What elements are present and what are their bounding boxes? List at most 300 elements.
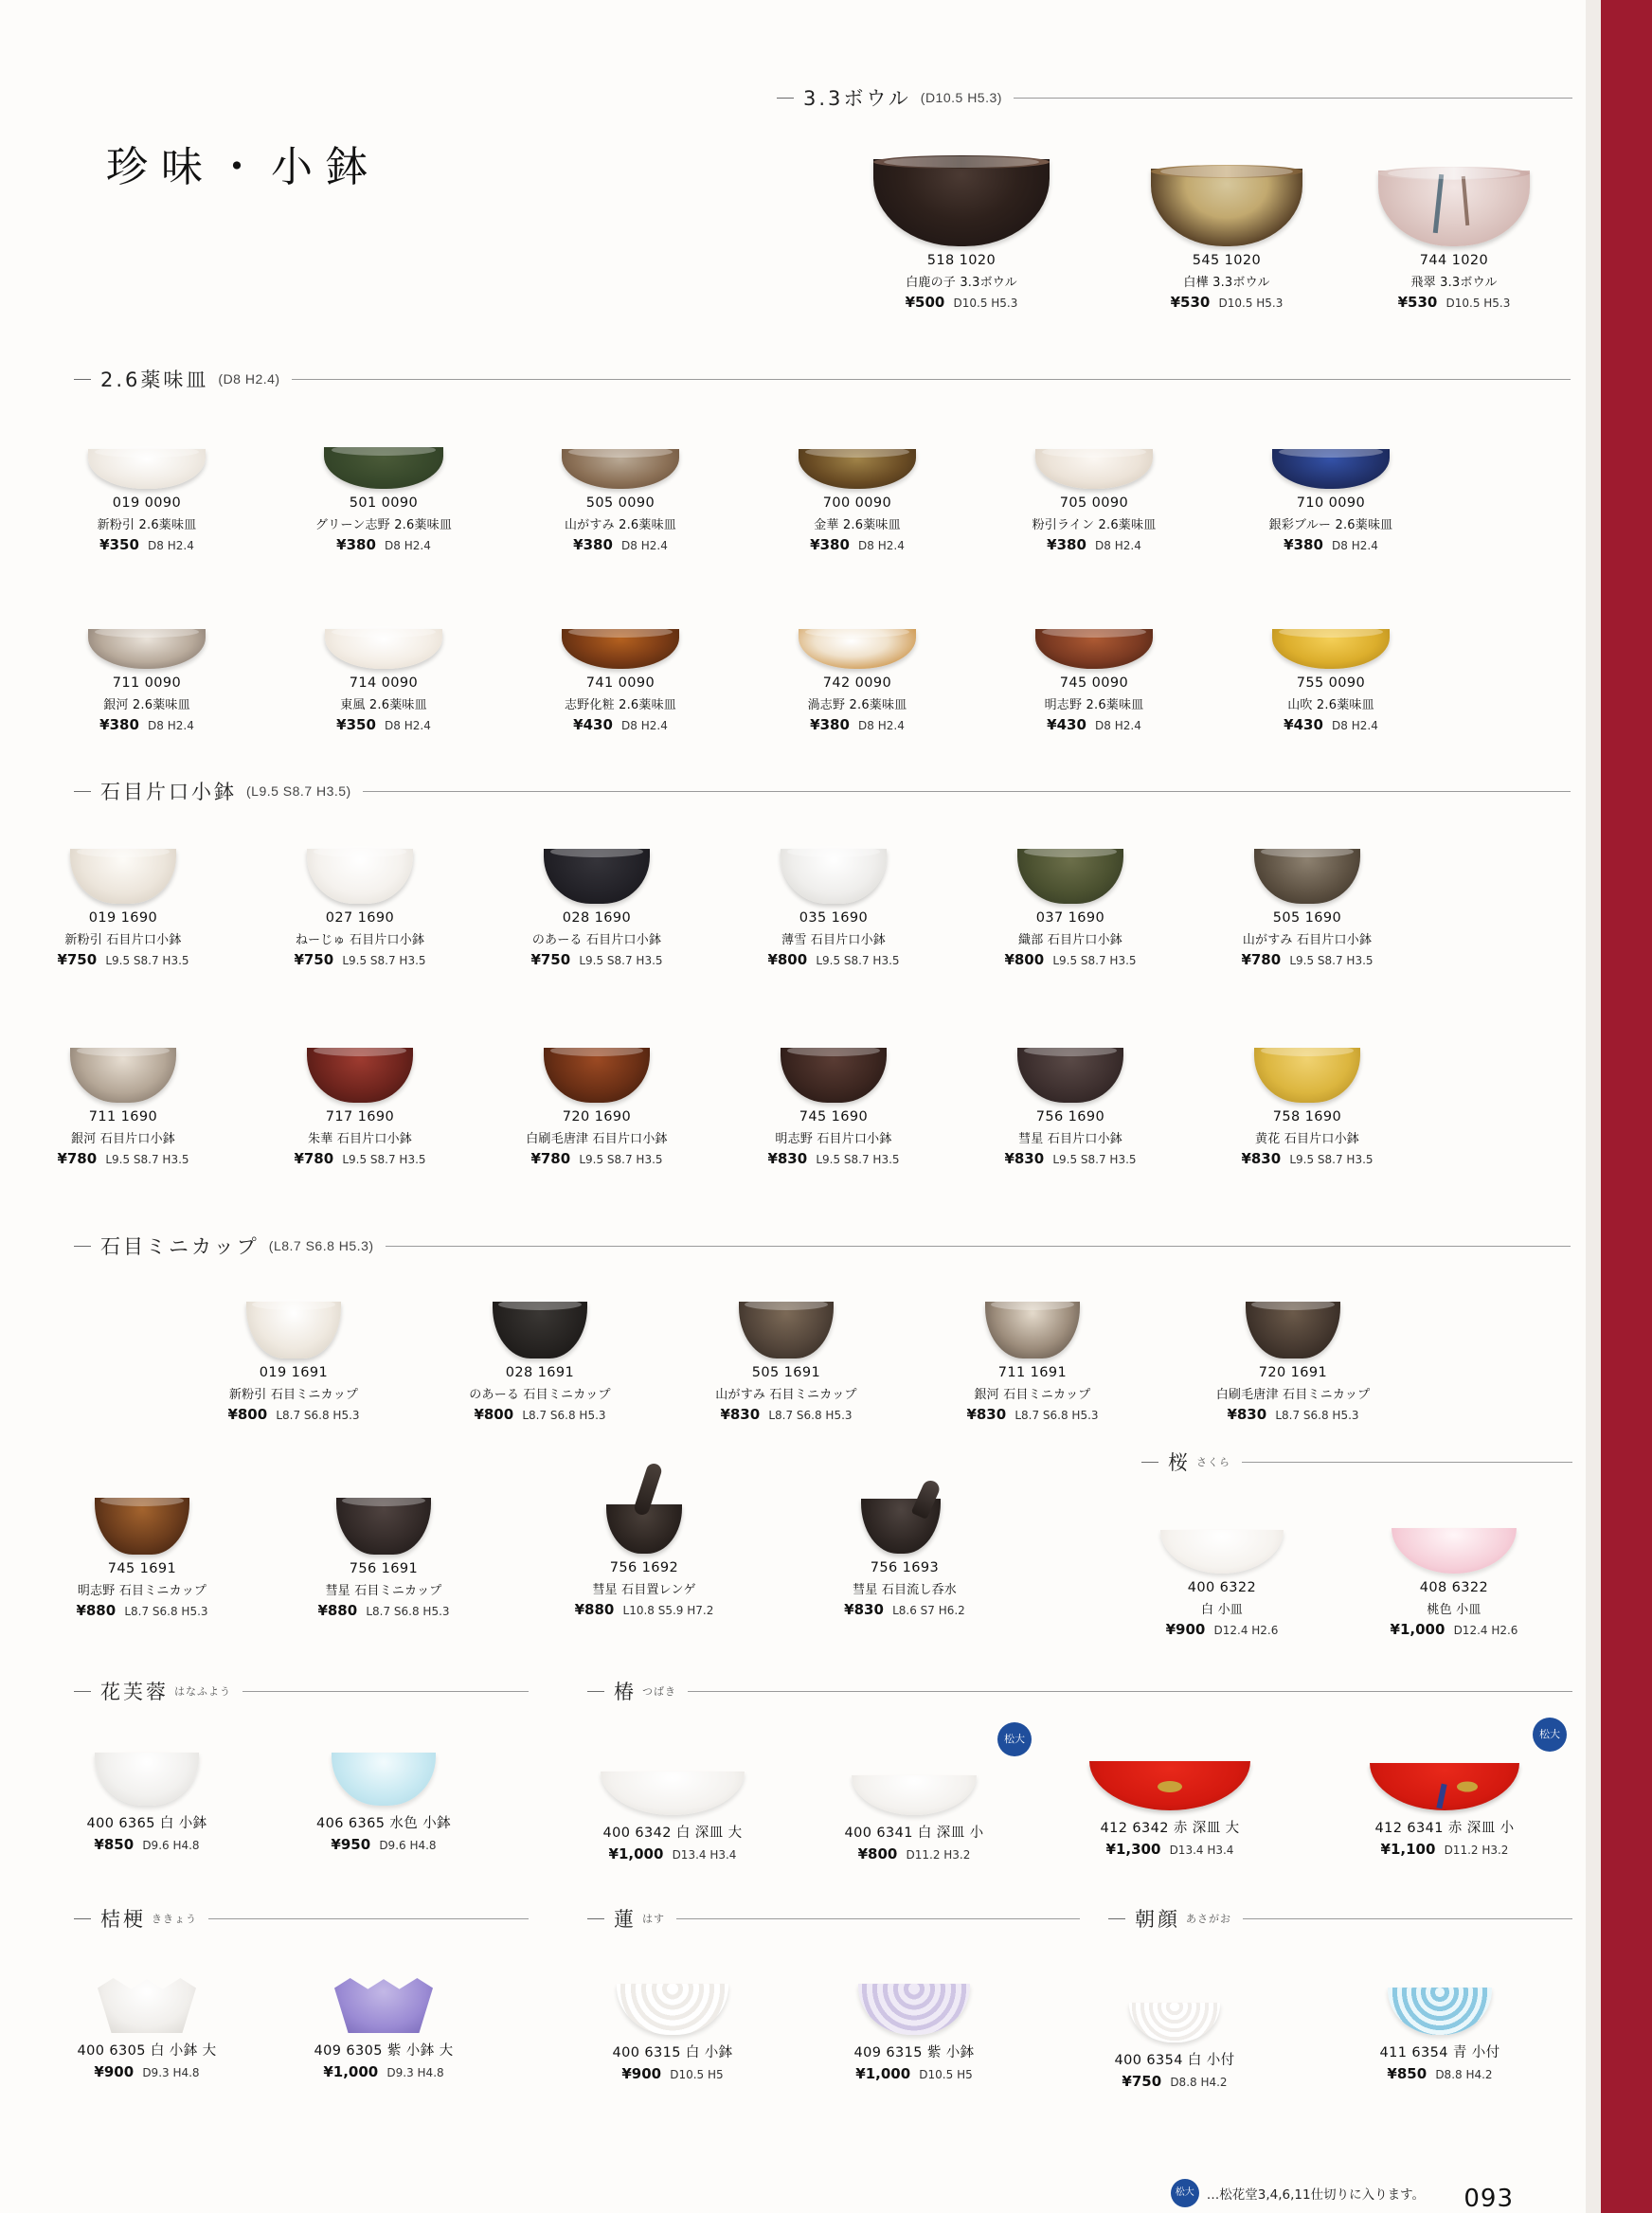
matsu-dai-badge-footer: 松大	[1171, 2179, 1199, 2207]
product-name: 桃色 小皿	[1427, 1603, 1481, 1617]
rule-left	[587, 1918, 604, 1919]
product-price-line	[677, 1406, 895, 1423]
product-price-line	[1061, 2073, 1288, 2090]
product-image	[677, 1277, 895, 1358]
product-image	[1113, 1492, 1331, 1574]
product-cell[interactable]	[270, 1021, 450, 1167]
product-code: 745 0090	[1059, 675, 1129, 691]
product-cell[interactable]	[1326, 1953, 1553, 2082]
section-header-bowl33	[777, 83, 1572, 112]
product-price: ¥350	[336, 716, 376, 733]
product-code: 700 0090	[822, 495, 892, 511]
product-name: 山吹 2.6薬味皿	[1287, 698, 1374, 712]
product-cell[interactable]	[1113, 1492, 1331, 1638]
product-image	[38, 1952, 256, 2033]
product-dims: D8 H2.4	[1095, 539, 1141, 552]
product-code: 710 0090	[1296, 495, 1366, 511]
product-name: 東風 2.6薬味皿	[340, 698, 427, 712]
section-ruby: はす	[642, 1914, 665, 1925]
product-dims: D11.2 H3.2	[906, 1848, 971, 1862]
product-dims: L9.5 S8.7 H3.5	[1052, 954, 1137, 967]
section-title: 石目ミニカップ	[100, 1235, 260, 1258]
product-cell[interactable]	[530, 407, 710, 553]
product-price: ¥830	[966, 1406, 1007, 1423]
product-image	[530, 407, 710, 489]
section-header-hanafuyou	[74, 1677, 529, 1705]
product-dims: L9.5 S8.7 H3.5	[816, 954, 900, 967]
product-cell[interactable]	[185, 1277, 403, 1423]
product-code: 505 1691	[751, 1365, 821, 1380]
product-cell[interactable]	[38, 1724, 256, 1853]
product-dims: L9.5 S8.7 H3.5	[1289, 1153, 1374, 1166]
product-code: 019 0090	[112, 495, 182, 511]
product-image	[270, 1021, 450, 1103]
section-title: 花芙蓉	[100, 1681, 169, 1703]
product-code: 408 6322	[1419, 1580, 1489, 1595]
product-code: 412 6341 赤 深皿 小	[1374, 1821, 1515, 1836]
rule-left	[74, 379, 91, 380]
product-dims: D10.5 H5	[670, 2068, 724, 2081]
product-price: ¥800	[767, 951, 808, 968]
product-code: 720 1691	[1258, 1365, 1328, 1380]
product-cell[interactable]	[275, 1473, 493, 1619]
product-name: 織部 石目片口小鉢	[1018, 933, 1122, 947]
product-name: 彗星 石目流し呑水	[853, 1583, 957, 1597]
product-cell[interactable]	[767, 407, 947, 553]
product-image	[185, 1277, 403, 1358]
product-price-line	[800, 2065, 1028, 2082]
product-cell[interactable]	[677, 1277, 895, 1423]
product-image	[57, 587, 237, 669]
product-price: ¥830	[1004, 1150, 1045, 1167]
product-cell[interactable]	[559, 1953, 786, 2082]
product-cell[interactable]	[1241, 407, 1421, 553]
product-image	[980, 1021, 1160, 1103]
product-name: 白刷毛唐津 石目ミニカップ	[1215, 1388, 1371, 1402]
product-price-line	[294, 716, 474, 733]
section-title: 3.3ボウル	[803, 87, 911, 110]
product-name: 新粉引 石目片口小鉢	[64, 933, 182, 947]
product-cell[interactable]	[33, 1473, 251, 1619]
product-image	[1108, 133, 1345, 246]
product-price-line	[744, 951, 924, 968]
section-title: 蓮	[614, 1908, 637, 1931]
product-image	[767, 407, 947, 489]
product-code: 400 6341 白 深皿 小	[844, 1826, 984, 1841]
product-dims: D9.6 H4.8	[142, 1839, 200, 1852]
rule-left	[74, 1246, 91, 1247]
product-cell[interactable]	[800, 1953, 1028, 2082]
product-price: ¥830	[844, 1601, 884, 1618]
product-name: 山がすみ 2.6薬味皿	[564, 518, 676, 532]
product-price-line	[33, 1150, 213, 1167]
product-cell[interactable]	[535, 1459, 753, 1618]
product-price-line	[431, 1406, 649, 1423]
product-price: ¥800	[1004, 951, 1045, 968]
product-price-line	[1326, 1841, 1563, 1858]
product-code: 745 1691	[107, 1561, 177, 1576]
product-dims: L8.7 S6.8 H5.3	[124, 1605, 208, 1618]
product-image	[294, 587, 474, 669]
footer-note	[1171, 2179, 1425, 2207]
product-name: 明志野 2.6薬味皿	[1044, 698, 1144, 712]
product-dims: L8.7 S6.8 H5.3	[1275, 1409, 1359, 1422]
product-code: 711 1691	[997, 1365, 1068, 1380]
product-code: 411 6354 青 小付	[1379, 2045, 1500, 2060]
product-price-line	[1170, 1406, 1416, 1423]
product-cell[interactable]	[1108, 133, 1345, 311]
product-image	[744, 822, 924, 904]
section-spec: (D8 H2.4)	[218, 371, 280, 387]
rule-left	[777, 98, 794, 99]
product-cell[interactable]	[57, 407, 237, 553]
product-price-line	[1113, 1621, 1331, 1638]
product-name: 志野化粧 2.6薬味皿	[564, 698, 676, 712]
product-price: ¥950	[331, 1836, 371, 1853]
product-image	[530, 587, 710, 669]
product-cell[interactable]	[1004, 587, 1184, 733]
product-code: 714 0090	[349, 675, 419, 691]
product-name: 新粉引 石目ミニカップ	[228, 1388, 359, 1402]
product-code: 744 1020	[1419, 253, 1489, 268]
product-image	[1326, 1953, 1553, 2035]
product-price: ¥1,000	[1390, 1621, 1446, 1638]
product-cell[interactable]	[1241, 587, 1421, 733]
product-code: 028 1691	[505, 1365, 575, 1380]
section-ruby: さくら	[1196, 1457, 1230, 1468]
product-price-line	[185, 1406, 403, 1423]
bowl-rim	[873, 155, 1050, 169]
product-price: ¥880	[574, 1601, 615, 1618]
product-cell[interactable]	[1217, 822, 1397, 968]
product-price-line	[1004, 536, 1184, 553]
rule-left	[74, 1691, 91, 1692]
product-price-line	[1336, 294, 1572, 311]
product-price-line	[1004, 716, 1184, 733]
product-price: ¥830	[720, 1406, 761, 1423]
product-code: 711 1690	[88, 1109, 158, 1124]
product-dims: D10.5 H5	[919, 2068, 973, 2081]
product-cell[interactable]	[1170, 1277, 1416, 1423]
product-name: 彗星 石目ミニカップ	[325, 1584, 442, 1598]
product-price-line	[270, 951, 450, 968]
product-image	[507, 822, 687, 904]
product-code: 409 6315 紫 小鉢	[853, 2045, 975, 2060]
product-dims: L8.7 S6.8 H5.3	[522, 1409, 606, 1422]
footer-note-text: …松花堂3,4,6,11仕切りに入ります。	[1206, 2187, 1425, 2203]
product-image	[800, 1734, 1028, 1815]
product-cell[interactable]	[1061, 1961, 1288, 2090]
product-price-line	[980, 1150, 1160, 1167]
rule-right	[1242, 1462, 1572, 1463]
product-dims: D8 H2.4	[148, 539, 194, 552]
product-price-line	[270, 1150, 450, 1167]
product-price-line	[1108, 294, 1345, 311]
product-code: 756 1691	[349, 1561, 419, 1576]
product-name: 金華 2.6薬味皿	[814, 518, 901, 532]
product-cell[interactable]	[530, 587, 710, 733]
rule-left	[74, 1918, 91, 1919]
product-name: グリーン志野 2.6薬味皿	[314, 518, 453, 532]
section-header-ishime-minicup	[74, 1232, 1571, 1260]
product-price-line	[767, 716, 947, 733]
product-name: 薄雪 石目片口小鉢	[781, 933, 886, 947]
product-image	[796, 1466, 1014, 1554]
product-cell[interactable]	[275, 1724, 493, 1853]
product-dims: D13.4 H3.4	[672, 1848, 737, 1862]
product-price-line	[796, 1601, 1014, 1618]
product-image	[1241, 407, 1421, 489]
product-image	[431, 1277, 649, 1358]
product-price: ¥900	[621, 2065, 662, 2082]
product-price: ¥1,000	[855, 2065, 911, 2082]
product-price-line	[275, 1836, 493, 1853]
product-cell[interactable]	[57, 587, 237, 733]
product-price-line	[507, 951, 687, 968]
product-price-line	[559, 1845, 786, 1862]
product-price-line	[57, 716, 237, 733]
section-header-ishime-katakuchi	[74, 777, 1571, 805]
section-ruby: あさがお	[1186, 1914, 1231, 1925]
product-code: 705 0090	[1059, 495, 1129, 511]
product-price-line	[1241, 716, 1421, 733]
product-cell[interactable]	[507, 822, 687, 968]
product-dims: D11.2 H3.2	[1444, 1844, 1509, 1857]
product-name: 銀河 2.6薬味皿	[103, 698, 190, 712]
product-price: ¥750	[1122, 2073, 1162, 2090]
section-header-kikyou	[74, 1904, 529, 1933]
matsu-dai-badge: 松大	[997, 1722, 1032, 1756]
product-code: 409 6305 紫 小鉢 大	[314, 2043, 454, 2059]
product-dims: D8.8 H4.2	[1435, 2068, 1493, 2081]
section-title: 桔梗	[100, 1908, 146, 1931]
product-price: ¥380	[99, 716, 139, 733]
product-image	[1217, 1021, 1397, 1103]
product-dims: D8 H2.4	[1332, 719, 1378, 732]
product-price-line	[980, 951, 1160, 968]
product-dims: D12.4 H2.6	[1453, 1624, 1518, 1637]
product-cell[interactable]	[559, 1734, 786, 1862]
product-image	[33, 822, 213, 904]
product-dims: D10.5 H5.3	[1218, 297, 1284, 310]
product-cell[interactable]	[980, 822, 1160, 968]
product-code: 505 1690	[1272, 910, 1342, 926]
product-price: ¥800	[227, 1406, 268, 1423]
product-price-line	[1217, 1150, 1397, 1167]
product-code: 400 6315 白 小鉢	[612, 2045, 733, 2060]
product-price-line	[38, 1836, 256, 1853]
product-code: 755 0090	[1296, 675, 1366, 691]
product-name: 銀彩ブルー 2.6薬味皿	[1268, 518, 1393, 532]
product-price: ¥1,100	[1380, 1841, 1436, 1858]
product-name: 明志野 石目ミニカップ	[77, 1584, 207, 1598]
product-cell[interactable]	[33, 1021, 213, 1167]
product-price: ¥430	[1047, 716, 1086, 733]
product-image	[275, 1724, 493, 1806]
product-price-line	[924, 1406, 1141, 1423]
product-dims: L9.5 S8.7 H3.5	[579, 1153, 663, 1166]
product-name: 山がすみ 石目ミニカップ	[715, 1388, 857, 1402]
product-price-line	[800, 1845, 1028, 1862]
product-dims: D8 H2.4	[621, 539, 668, 552]
product-name: 白刷毛唐津 石目片口小鉢	[526, 1132, 668, 1146]
product-dims: L8.7 S6.8 H5.3	[1015, 1409, 1099, 1422]
rule-right	[676, 1918, 1080, 1919]
product-dims: L8.7 S6.8 H5.3	[366, 1605, 450, 1618]
product-price-line	[530, 536, 710, 553]
product-cell[interactable]	[800, 1734, 1028, 1862]
section-title: 朝顔	[1135, 1908, 1180, 1931]
page-edge-bar	[1601, 0, 1652, 2213]
section-title: 椿	[614, 1681, 637, 1703]
product-name: 白鹿の子 3.3ボウル	[906, 276, 1017, 290]
product-code: 720 1690	[562, 1109, 632, 1124]
product-price-line	[744, 1150, 924, 1167]
section-spec: (D10.5 H5.3)	[920, 90, 1002, 105]
product-price-line	[57, 536, 237, 553]
product-code: 501 0090	[349, 495, 419, 511]
product-image	[507, 1021, 687, 1103]
product-price-line	[1345, 1621, 1563, 1638]
bowl-rim	[1378, 167, 1530, 180]
product-dims: L9.5 S8.7 H3.5	[816, 1153, 900, 1166]
product-price-line	[535, 1601, 753, 1618]
product-image	[275, 1473, 493, 1555]
product-price: ¥380	[1047, 536, 1086, 553]
product-cell[interactable]	[38, 1952, 256, 2080]
product-code: 741 0090	[585, 675, 655, 691]
product-image	[744, 1021, 924, 1103]
product-price: ¥780	[57, 1150, 98, 1167]
product-name: 粉引ライン 2.6薬味皿	[1032, 518, 1157, 532]
product-dims: L9.5 S8.7 H3.5	[1289, 954, 1374, 967]
section-spec: (L9.5 S8.7 H3.5)	[246, 783, 351, 799]
product-code: 019 1691	[259, 1365, 329, 1380]
product-name: 彗星 石目置レンゲ	[592, 1583, 696, 1597]
product-image	[535, 1459, 753, 1554]
product-cell[interactable]	[507, 1021, 687, 1167]
product-image	[1345, 1492, 1563, 1574]
product-image	[1004, 407, 1184, 489]
product-price: ¥1,000	[323, 2063, 379, 2080]
product-name: 黄花 石目片口小鉢	[1255, 1132, 1359, 1146]
product-code: 400 6305 白 小鉢 大	[77, 2043, 217, 2059]
product-code: 037 1690	[1035, 910, 1105, 926]
product-dims: D8 H2.4	[1095, 719, 1141, 732]
section-header-tsubaki	[587, 1677, 1572, 1705]
product-cell[interactable]	[767, 587, 947, 733]
product-price-line	[530, 716, 710, 733]
product-dims: D9.3 H4.8	[386, 2066, 444, 2079]
product-price-line	[38, 2063, 256, 2080]
rule-left	[587, 1691, 604, 1692]
product-price: ¥880	[76, 1602, 117, 1619]
product-image	[38, 1724, 256, 1806]
section-title: 2.6薬味皿	[100, 369, 209, 391]
product-dims: D10.5 H5.3	[953, 297, 1018, 310]
product-cell[interactable]	[294, 407, 474, 553]
product-price: ¥430	[573, 716, 613, 733]
product-cell[interactable]	[431, 1277, 649, 1423]
product-cell[interactable]	[33, 822, 213, 968]
product-cell[interactable]	[1217, 1021, 1397, 1167]
product-name: 朱華 石目片口小鉢	[308, 1132, 412, 1146]
product-dims: D9.6 H4.8	[379, 1839, 437, 1852]
rule-right	[208, 1918, 529, 1919]
product-code: 756 1690	[1035, 1109, 1105, 1124]
section-spec: (L8.7 S6.8 H5.3)	[268, 1238, 374, 1253]
product-dims: L9.5 S8.7 H3.5	[342, 1153, 426, 1166]
product-cell[interactable]	[796, 1466, 1014, 1618]
product-cell[interactable]	[1004, 407, 1184, 553]
product-image	[1170, 1277, 1416, 1358]
product-price: ¥780	[294, 1150, 334, 1167]
product-price-line	[33, 951, 213, 968]
section-title: 石目片口小鉢	[100, 781, 237, 803]
rule-right	[1243, 1918, 1572, 1919]
product-cell[interactable]	[275, 1952, 493, 2080]
product-price: ¥1,300	[1105, 1841, 1161, 1858]
product-price: ¥1,000	[608, 1845, 664, 1862]
product-image	[1336, 133, 1572, 246]
rule-right	[292, 379, 1571, 380]
product-cell[interactable]	[1336, 133, 1572, 311]
product-cell[interactable]	[1345, 1492, 1563, 1638]
product-cell[interactable]	[744, 1021, 924, 1167]
product-price: ¥850	[1387, 2065, 1428, 2082]
product-cell[interactable]	[980, 1021, 1160, 1167]
product-cell[interactable]	[294, 587, 474, 733]
product-name: 明志野 石目片口小鉢	[775, 1132, 892, 1146]
product-name: 彗星 石目片口小鉢	[1018, 1132, 1122, 1146]
rule-right	[363, 791, 1571, 792]
product-price-line	[824, 294, 1099, 311]
rule-right	[386, 1246, 1571, 1247]
product-dims: L9.5 S8.7 H3.5	[1052, 1153, 1137, 1166]
product-price: ¥830	[1227, 1406, 1267, 1423]
product-price: ¥530	[1170, 294, 1211, 311]
product-cell[interactable]	[824, 133, 1099, 311]
product-image	[824, 133, 1099, 246]
product-price: ¥780	[1241, 951, 1282, 968]
product-code: 742 0090	[822, 675, 892, 691]
product-dims: L9.5 S8.7 H3.5	[105, 1153, 189, 1166]
rule-left	[74, 791, 91, 792]
product-cell[interactable]	[1326, 1729, 1563, 1858]
product-dims: L9.5 S8.7 H3.5	[579, 954, 663, 967]
product-image	[294, 407, 474, 489]
product-dims: L9.5 S8.7 H3.5	[105, 954, 189, 967]
product-code: 400 6322	[1187, 1580, 1257, 1595]
product-name: 渦志野 2.6薬味皿	[807, 698, 907, 712]
section-ruby: はなふよう	[174, 1686, 231, 1698]
product-price: ¥750	[57, 951, 98, 968]
product-name: 飛翠 3.3ボウル	[1410, 276, 1498, 290]
product-cell[interactable]	[924, 1277, 1141, 1423]
product-code: 028 1690	[562, 910, 632, 926]
product-price: ¥750	[294, 951, 334, 968]
product-cell[interactable]	[270, 822, 450, 968]
product-price-line	[507, 1150, 687, 1167]
product-code: 400 6365 白 小鉢	[86, 1816, 207, 1831]
product-cell[interactable]	[1051, 1729, 1288, 1858]
section-title: 桜	[1168, 1451, 1191, 1474]
product-code: 400 6354 白 小付	[1114, 2053, 1235, 2068]
product-image	[767, 587, 947, 669]
rule-right	[242, 1691, 529, 1692]
product-dims: L10.8 S5.9 H7.2	[622, 1604, 714, 1617]
product-cell[interactable]	[744, 822, 924, 968]
